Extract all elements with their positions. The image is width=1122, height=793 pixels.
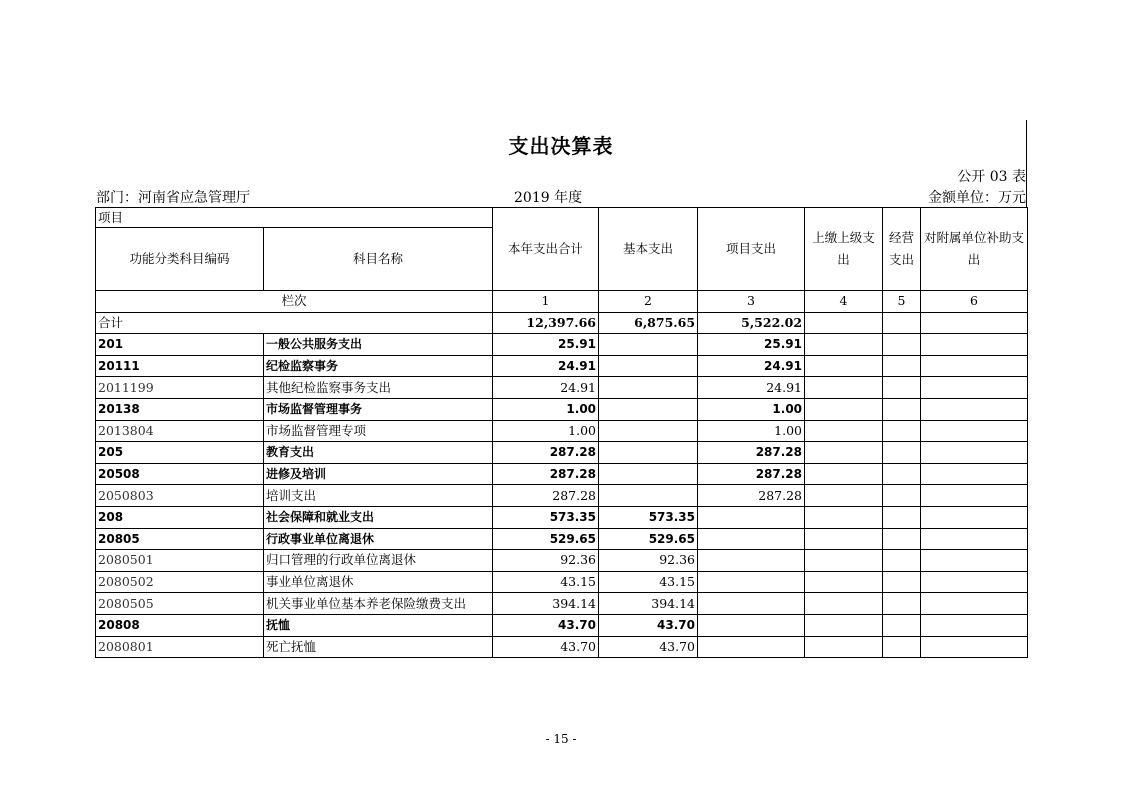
- row-operating: [883, 528, 921, 550]
- row-total: 529.65: [493, 528, 599, 550]
- header-subject-name: 科目名称: [264, 228, 493, 291]
- row-upper: [805, 398, 883, 420]
- header-subsidy: 对附属单位补助支出: [921, 208, 1028, 291]
- row-project: [698, 593, 805, 615]
- row-subject-name: 行政事业单位离退休: [264, 528, 493, 550]
- row-subsidy: [921, 355, 1028, 377]
- row-project: 1.00: [698, 398, 805, 420]
- row-project: [698, 614, 805, 636]
- row-operating: [883, 485, 921, 507]
- row-subsidy: [921, 420, 1028, 442]
- table-row: [96, 334, 1028, 356]
- col-num-3: 3: [698, 291, 805, 313]
- table-row: [96, 550, 1028, 572]
- header-column-index: 栏次: [96, 291, 493, 313]
- table-row: [96, 636, 1028, 658]
- row-project: 287.28: [698, 463, 805, 485]
- row-basic: [599, 398, 698, 420]
- row-project: [698, 550, 805, 572]
- row-project: 287.28: [698, 485, 805, 507]
- row-subsidy: [921, 334, 1028, 356]
- row-operating: [883, 506, 921, 528]
- header-total: 本年支出合计: [493, 208, 599, 291]
- row-subject-name: 教育支出: [264, 442, 493, 464]
- col-num-4: 4: [805, 291, 883, 313]
- row-upper: [805, 485, 883, 507]
- row-subject-name: 市场监督管理专项: [264, 420, 493, 442]
- row-code: 2050803: [96, 485, 264, 507]
- page-number: - 15 -: [545, 732, 577, 746]
- row-subsidy: [921, 377, 1028, 399]
- row-subsidy: [921, 614, 1028, 636]
- row-subject-name: 市场监督管理事务: [264, 398, 493, 420]
- total-amount: 12,397.66: [493, 312, 599, 334]
- row-subject-name: 归口管理的行政单位离退休: [264, 550, 493, 572]
- row-upper: [805, 593, 883, 615]
- department-label: 部门：河南省应急管理厅: [96, 190, 250, 206]
- row-operating: [883, 420, 921, 442]
- row-total: 43.70: [493, 614, 599, 636]
- header-project: 项目: [96, 208, 493, 228]
- row-basic: 573.35: [599, 506, 698, 528]
- row-subsidy: [921, 571, 1028, 593]
- row-operating: [883, 550, 921, 572]
- row-code: 20805: [96, 528, 264, 550]
- row-subsidy: [921, 398, 1028, 420]
- row-code: 201: [96, 334, 264, 356]
- table-row: [96, 528, 1028, 550]
- row-basic: [599, 420, 698, 442]
- row-code: 2011199: [96, 377, 264, 399]
- header-operating: 经营支出: [883, 208, 921, 291]
- row-project: [698, 636, 805, 658]
- total-upper: [805, 312, 883, 334]
- row-project: 1.00: [698, 420, 805, 442]
- row-subject-name: 事业单位离退休: [264, 571, 493, 593]
- row-project: 287.28: [698, 442, 805, 464]
- row-total: 1.00: [493, 398, 599, 420]
- table-code: 公开 03 表: [957, 169, 1026, 185]
- row-basic: [599, 442, 698, 464]
- row-subsidy: [921, 506, 1028, 528]
- table-row: [96, 571, 1028, 593]
- row-basic: [599, 377, 698, 399]
- header-project-expense: 项目支出: [698, 208, 805, 291]
- row-upper: [805, 528, 883, 550]
- expenditure-table: [95, 207, 1028, 658]
- row-code: 208: [96, 506, 264, 528]
- row-upper: [805, 442, 883, 464]
- row-subsidy: [921, 550, 1028, 572]
- table-row: [96, 442, 1028, 464]
- row-basic: 43.70: [599, 614, 698, 636]
- row-total: 287.28: [493, 463, 599, 485]
- row-operating: [883, 463, 921, 485]
- row-subject-name: 社会保障和就业支出: [264, 506, 493, 528]
- row-operating: [883, 334, 921, 356]
- row-basic: [599, 485, 698, 507]
- header-basic: 基本支出: [599, 208, 698, 291]
- col-num-5: 5: [883, 291, 921, 313]
- header-func-code: 功能分类科目编码: [96, 228, 264, 291]
- row-operating: [883, 571, 921, 593]
- row-operating: [883, 377, 921, 399]
- col-num-1: 1: [493, 291, 599, 313]
- row-subsidy: [921, 485, 1028, 507]
- table-row: [96, 420, 1028, 442]
- row-operating: [883, 398, 921, 420]
- row-code: 20508: [96, 463, 264, 485]
- row-total: 92.36: [493, 550, 599, 572]
- fiscal-year: 2019 年度: [514, 190, 583, 206]
- row-basic: 394.14: [599, 593, 698, 615]
- row-subject-name: 抚恤: [264, 614, 493, 636]
- row-subsidy: [921, 463, 1028, 485]
- row-code: 2080505: [96, 593, 264, 615]
- row-basic: 92.36: [599, 550, 698, 572]
- row-subject-name: 进修及培训: [264, 463, 493, 485]
- table-row: [96, 463, 1028, 485]
- row-upper: [805, 636, 883, 658]
- total-label: 合计: [96, 312, 493, 334]
- row-operating: [883, 593, 921, 615]
- row-subject-name: 纪检监察事务: [264, 355, 493, 377]
- row-total: 43.70: [493, 636, 599, 658]
- total-basic: 6,875.65: [599, 312, 698, 334]
- row-basic: [599, 355, 698, 377]
- table-row: [96, 355, 1028, 377]
- row-total: 394.14: [493, 593, 599, 615]
- row-upper: [805, 334, 883, 356]
- col-num-6: 6: [921, 291, 1028, 313]
- table-row: [96, 485, 1028, 507]
- row-upper: [805, 377, 883, 399]
- row-basic: 529.65: [599, 528, 698, 550]
- row-total: 25.91: [493, 334, 599, 356]
- row-upper: [805, 420, 883, 442]
- total-operating: [883, 312, 921, 334]
- total-subsidy: [921, 312, 1028, 334]
- row-project: [698, 571, 805, 593]
- row-upper: [805, 614, 883, 636]
- row-upper: [805, 571, 883, 593]
- row-code: 2013804: [96, 420, 264, 442]
- row-basic: 43.70: [599, 636, 698, 658]
- row-operating: [883, 442, 921, 464]
- row-operating: [883, 614, 921, 636]
- row-basic: 43.15: [599, 571, 698, 593]
- row-upper: [805, 550, 883, 572]
- row-total: 573.35: [493, 506, 599, 528]
- row-code: 20111: [96, 355, 264, 377]
- row-project: [698, 506, 805, 528]
- row-total: 24.91: [493, 377, 599, 399]
- row-code: 205: [96, 442, 264, 464]
- row-operating: [883, 636, 921, 658]
- row-basic: [599, 463, 698, 485]
- row-total: 1.00: [493, 420, 599, 442]
- total-project: 5,522.02: [698, 312, 805, 334]
- row-subject-name: 死亡抚恤: [264, 636, 493, 658]
- table-row: [96, 377, 1028, 399]
- row-subsidy: [921, 442, 1028, 464]
- row-subject-name: 一般公共服务支出: [264, 334, 493, 356]
- row-operating: [883, 355, 921, 377]
- row-upper: [805, 355, 883, 377]
- table-row: [96, 593, 1028, 615]
- row-code: 2080801: [96, 636, 264, 658]
- header-upper: 上缴上级支出: [805, 208, 883, 291]
- row-project: [698, 528, 805, 550]
- row-project: 24.91: [698, 377, 805, 399]
- row-subject-name: 机关事业单位基本养老保险缴费支出: [264, 593, 493, 615]
- row-upper: [805, 506, 883, 528]
- row-upper: [805, 463, 883, 485]
- row-code: 20138: [96, 398, 264, 420]
- page-title: 支出决算表: [508, 134, 614, 158]
- row-subsidy: [921, 528, 1028, 550]
- row-code: 2080501: [96, 550, 264, 572]
- table-row: [96, 506, 1028, 528]
- row-code: 2080502: [96, 571, 264, 593]
- row-subject-name: 其他纪检监察事务支出: [264, 377, 493, 399]
- row-subsidy: [921, 593, 1028, 615]
- row-project: 24.91: [698, 355, 805, 377]
- row-project: 25.91: [698, 334, 805, 356]
- row-code: 20808: [96, 614, 264, 636]
- row-subsidy: [921, 636, 1028, 658]
- table-row: [96, 398, 1028, 420]
- row-total: 287.28: [493, 442, 599, 464]
- amount-unit: 金额单位：万元: [928, 190, 1026, 206]
- row-subject-name: 培训支出: [264, 485, 493, 507]
- col-num-2: 2: [599, 291, 698, 313]
- table-row: [96, 614, 1028, 636]
- row-total: 43.15: [493, 571, 599, 593]
- row-total: 24.91: [493, 355, 599, 377]
- row-basic: [599, 334, 698, 356]
- row-total: 287.28: [493, 485, 599, 507]
